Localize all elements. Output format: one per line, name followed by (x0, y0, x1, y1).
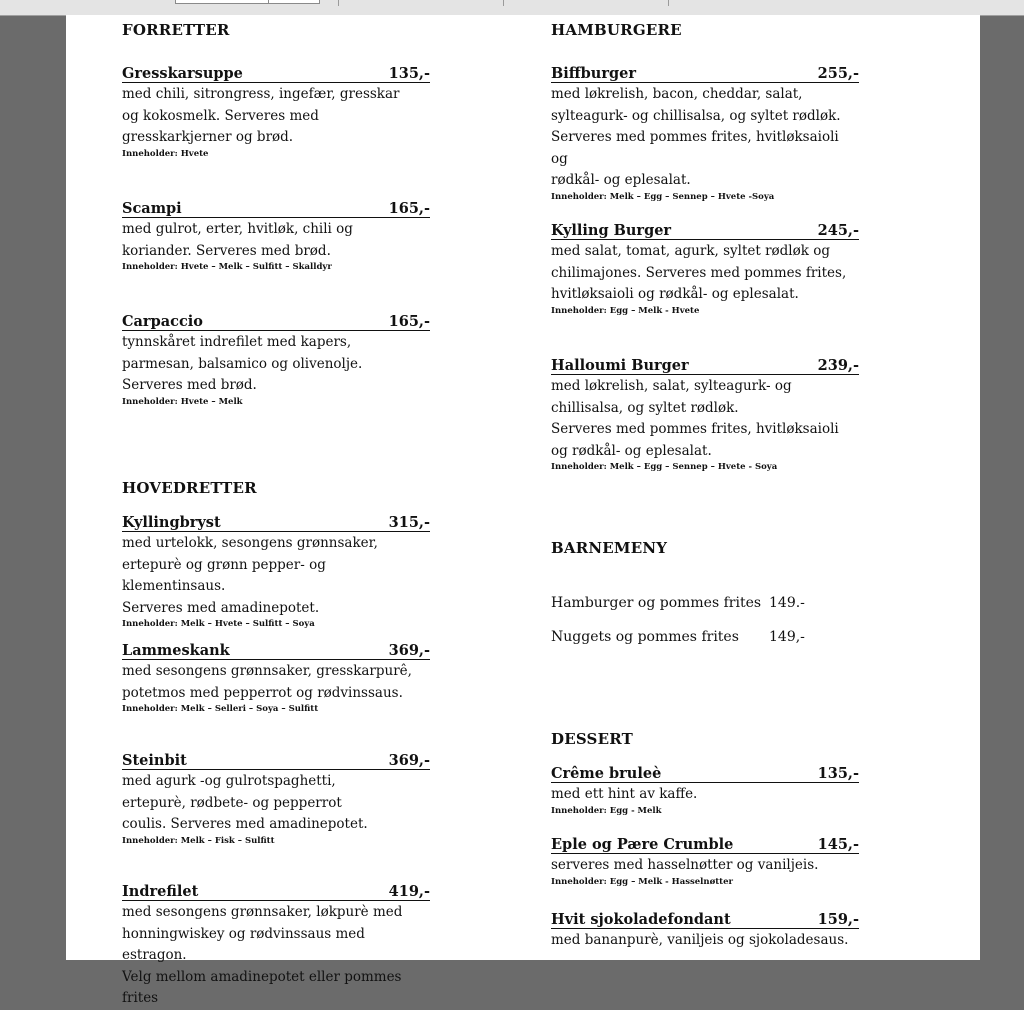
item-name: Kylling Burger (551, 222, 672, 239)
item-name: Steinbit (122, 752, 187, 769)
item-description-line: sylteagurk- og chillisalsa, og syltet rødløk. (551, 107, 841, 124)
item-price: 149.- (769, 595, 805, 611)
item-price: 165,- (388, 313, 430, 330)
item-description-line: coulis. Serveres med amadinepotet. (122, 816, 368, 832)
menu-item (122, 882, 430, 1010)
item-price: 165,- (388, 200, 430, 217)
item-description-line: Serveres med brød. (122, 377, 257, 393)
item-price: 369,- (388, 642, 430, 659)
item-description-line: med løkrelish, bacon, cheddar, salat, (551, 86, 803, 102)
item-name: Biffburger (551, 65, 636, 82)
item-name: Lammeskank (122, 642, 230, 659)
item-price: 369,- (388, 752, 430, 769)
item-name: Gresskarsuppe (122, 65, 243, 82)
item-description-line: med salat, tomat, agurk, syltet rødløk og (551, 243, 830, 259)
menu-item (551, 910, 859, 952)
item-description-line: chilimajones. Serveres med pommes frites, (551, 264, 847, 281)
menu-item (551, 764, 859, 817)
viewer-toolbar (0, 0, 1024, 16)
item-description-line: serveres med hasselnøtter og vaniljeis. (551, 857, 819, 873)
item-description-line: chillisalsa, og syltet rødløk. (551, 399, 739, 416)
item-name: Hamburger og pommes frites (551, 595, 762, 611)
item-price: 255,- (817, 65, 859, 82)
item-description-line: og rødkål- og eplesalat. (551, 442, 712, 459)
item-allergens: Inneholder: Melk – Hvete – Sulfitt – Soya (122, 619, 315, 629)
item-description-line: gresskarkjerner og brød. (122, 129, 294, 145)
item-description-line: med chili, sitrongress, ingefær, gresskar (122, 86, 400, 102)
menu-item (122, 751, 430, 847)
kids-menu-item (551, 629, 805, 645)
item-description-line: rødkål- og eplesalat. (551, 172, 691, 188)
item-description-line: med agurk -og gulrotspaghetti, (122, 773, 336, 789)
menu-item (122, 641, 430, 715)
item-description-line: med urtelokk, sesongens grønnsaker, (122, 535, 378, 551)
item-price: 239,- (817, 357, 859, 374)
item-allergens: Inneholder: Egg – Melk - Hvete (551, 305, 700, 316)
section-title-hovedretter: HOVEDRETTER (122, 479, 257, 497)
item-allergens: Inneholder: Egg - Melk (551, 805, 662, 816)
item-price: 145,- (817, 836, 859, 853)
item-price: 149,- (769, 629, 805, 645)
item-description-line: med sesongens grønnsaker, løkpurè med (122, 904, 403, 920)
menu-item (551, 835, 859, 888)
item-name: Halloumi Burger (551, 357, 689, 374)
item-price: 419,- (388, 883, 430, 900)
item-description-line: parmesan, balsamico og olivenolje. (122, 355, 363, 372)
section-title-dessert: DESSERT (551, 730, 633, 748)
item-price: 135,- (817, 765, 859, 782)
menu-item (551, 64, 859, 203)
menu-item (551, 221, 859, 317)
item-name: Hvit sjokoladefondant (551, 911, 731, 928)
item-price: 159,- (817, 911, 859, 928)
item-description-line: hvitløksaioli og rødkål- og eplesalat. (551, 286, 799, 302)
item-description-line: med løkrelish, salat, sylteagurk- og (551, 378, 792, 394)
item-description-line: ertepurè, rødbete- og pepperrot (122, 794, 342, 811)
item-description-line: og kokosmelk. Serveres med (122, 107, 319, 124)
section-title-hamburgere: HAMBURGERE (551, 21, 682, 39)
item-description-line: med gulrot, erter, hvitløk, chili og (122, 221, 353, 237)
item-description-line: med bananpurè, vaniljeis og sjokoladesaus. (551, 932, 849, 948)
item-name: Crême bruleè (551, 765, 662, 782)
item-price: 315,- (388, 514, 430, 531)
item-allergens: Inneholder: Melk – Egg – Sennep – Hvete - Soya (551, 462, 778, 472)
toolbar-separator (338, 0, 339, 6)
item-description-line: koriander. Serveres med brød. (122, 242, 331, 259)
menu-item (122, 64, 430, 160)
toolbar-separator (503, 0, 504, 6)
section-title-barnemeny: BARNEMENY (551, 539, 668, 557)
item-allergens: Inneholder: Egg – Melk - Hasselnøtter (551, 876, 733, 887)
page-number-field[interactable] (175, 0, 269, 4)
item-allergens: Inneholder: Hvete – Melk – Sulfitt – Skalldyr (122, 262, 332, 272)
item-description-line: potetmos med pepperrot og rødvinssaus. (122, 684, 403, 701)
menu-item (122, 312, 430, 408)
item-price: 245,- (817, 222, 859, 239)
item-allergens: Inneholder: Hvete – Melk (122, 396, 243, 407)
item-description-line: med ett hint av kaffe. (551, 786, 698, 802)
item-description-line: Serveres med pommes frites, hvitløksaioli og (551, 129, 839, 167)
item-description-line: Serveres med pommes frites, hvitløksaioli (551, 421, 839, 437)
item-name: Indrefilet (122, 883, 199, 900)
section-title-forretter: FORRETTER (122, 21, 230, 39)
toolbar-separator (668, 0, 669, 6)
menu-item (122, 199, 430, 273)
item-allergens: Inneholder: Melk – Egg – Sennep – Hvete -Soya (551, 191, 775, 202)
item-description-line: Velg mellom amadinepotet eller pommes frites (122, 968, 402, 1006)
menu-item (551, 356, 859, 473)
item-name: Carpaccio (122, 313, 203, 330)
item-description-line: tynnskåret indrefilet med kapers, (122, 334, 352, 350)
kids-menu-item (551, 595, 805, 611)
menu-item (122, 513, 430, 630)
item-allergens: Inneholder: Melk – Selleri – Soya – Sulfitt (122, 704, 319, 714)
item-name: Nuggets og pommes frites (551, 629, 739, 645)
item-price: 135,- (388, 65, 430, 82)
item-description-line: med sesongens grønnsaker, gresskarpurê, (122, 663, 412, 679)
item-description-line: honningwiskey og rødvinssaus med estragon. (122, 925, 365, 963)
item-description-line: Serveres med amadinepotet. (122, 599, 320, 616)
item-name: Eple og Pære Crumble (551, 836, 734, 853)
item-name: Kyllingbryst (122, 514, 221, 531)
menu-page (66, 15, 980, 1006)
page-count-field[interactable] (268, 0, 320, 4)
item-description-line: ertepurè og grønn pepper- og klementinsaus. (122, 556, 326, 594)
item-name: Scampi (122, 200, 182, 217)
item-allergens: Inneholder: Hvete (122, 148, 209, 159)
item-allergens: Inneholder: Melk – Fisk – Sulfitt (122, 835, 275, 846)
